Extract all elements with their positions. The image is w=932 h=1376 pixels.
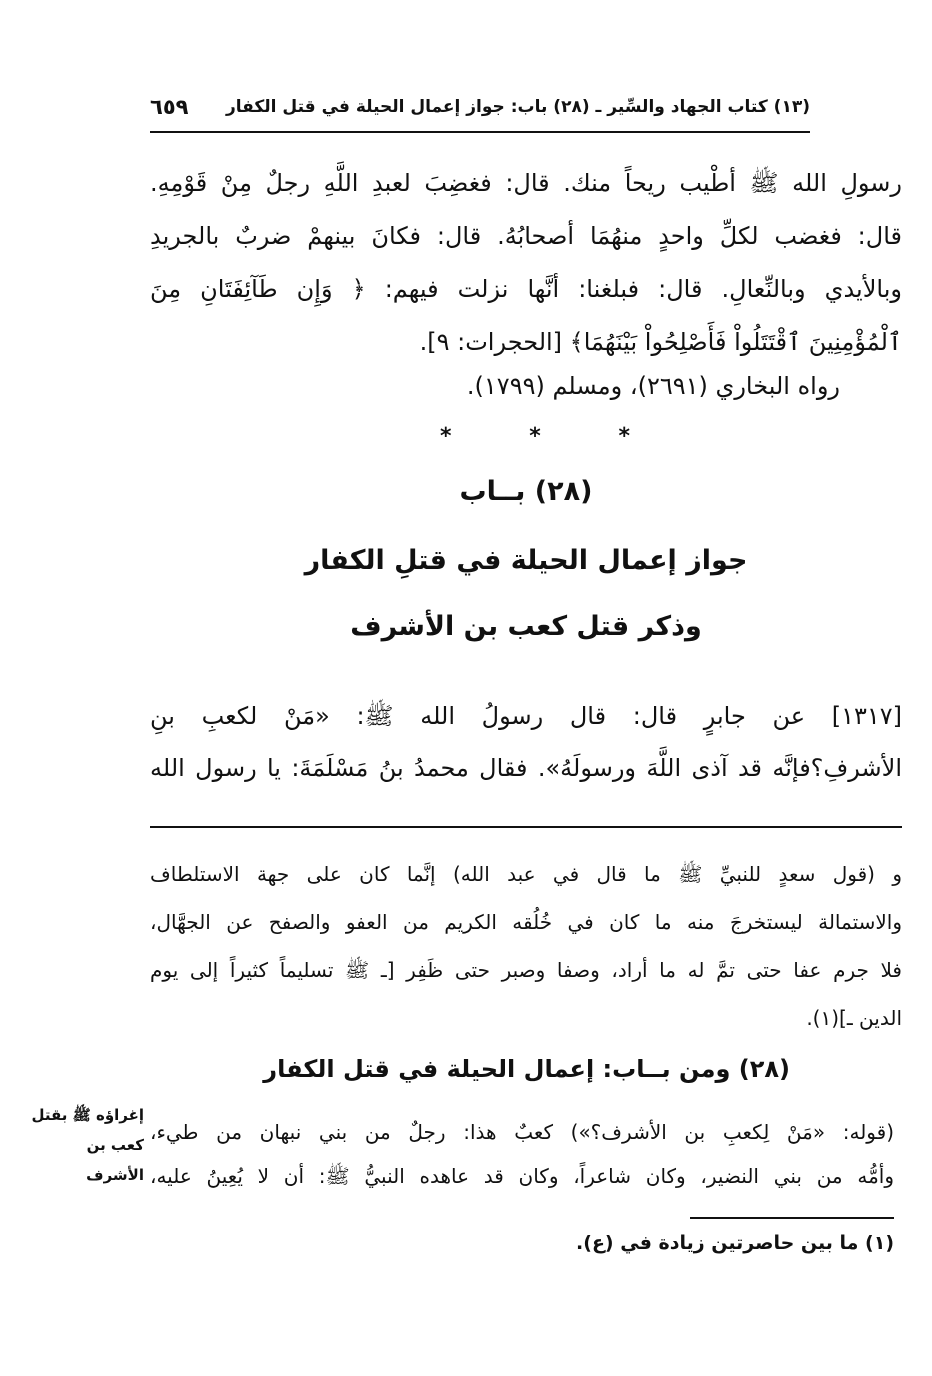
text-line: فلا جرم عفا حتى تمَّ له ما أراد، وصفا وصبر حتى ظَفِر [ـ ﷺ تسليماً كثيراً إلى يوم xyxy=(150,958,902,982)
chapter-number: (٢٨) بــاب xyxy=(459,476,593,507)
main-text xyxy=(150,157,902,369)
text-line: وبالأيدي وبالنِّعالِ. قال: فبلغنا: أنَّها نزلت فيهم: ﴿ وَإِن طَآئِفَتَانِ مِنَ xyxy=(150,275,902,303)
running-header-title: (١٣) كتاب الجهاد والسِّير ـ (٢٨) باب: جواز إعمال الحيلة في قتل الكفار xyxy=(225,97,810,117)
chapter-title: جواز إعمال الحيلة في قتلِ الكفار xyxy=(304,545,748,576)
text-line: (قوله: «مَنْ لِكعبِ بن الأشرف؟») كعبٌ هذا: رجلٌ من بني نبهان من طيء، xyxy=(150,1120,894,1144)
text-line: رسولِ الله ﷺ أطْيب ريحاً منك. قال: فغضِبَ لعبدِ اللَّهِ رجلٌ مِنْ قَوْمِهِ. xyxy=(150,169,902,197)
running-header xyxy=(150,97,810,131)
star-ornament: * xyxy=(618,424,630,449)
text-line: قال: فغضب لكلِّ واحدٍ منهُمَا أصحابُهُ. قال: فكانَ بينهمْ ضربٌ بالجريدِ xyxy=(150,222,902,250)
body-divider xyxy=(150,826,902,828)
header-rule xyxy=(150,131,810,133)
footnote: (١) ما بين حاصرتين زيادة في (ع). xyxy=(576,1232,894,1254)
chapter-subtitle: وذكر قتل كعب بن الأشرف xyxy=(350,611,702,642)
section-heading: (٢٨) ومن بــاب: إعمال الحيلة في قتل الكفار xyxy=(263,1055,790,1083)
page-number: ٦٥٩ xyxy=(150,95,189,119)
text-line: و (قول سعدٍ للنبيِّ ﷺ ما قال في عبد الله) إنَّما كان على جهة الاستلطاف xyxy=(150,862,902,886)
hadith-source: رواه البخاري (٢٦٩١)، ومسلم (١٧٩٩). xyxy=(466,372,840,400)
text-line: [١٣١٧] عن جابرٍ قال: قال رسولُ الله ﷺ: «مَنْ لكعبِ بنِ xyxy=(150,702,902,730)
margin-note-line: الأشرف xyxy=(86,1166,144,1184)
margin-note-line: إغراؤه ﷺ بقتل xyxy=(31,1106,144,1124)
section-separator xyxy=(440,424,630,449)
text-line: وأمُّه من بني النضير، وكان شاعراً، وكان قد عاهده النبيُّ ﷺ: أن لا يُعِينُ عليه، xyxy=(150,1164,894,1188)
star-ornament: * xyxy=(529,424,541,449)
star-ornament: * xyxy=(440,424,452,449)
margin-note-line: كعب بن xyxy=(86,1136,144,1154)
footnote-rule xyxy=(690,1217,894,1219)
text-line: الدين ـ](١). xyxy=(806,1006,902,1030)
text-line: الأشرفِ؟فإنَّه قد آذى اللَّهَ ورسولَهُ». فقال محمدُ بنُ مَسْلَمَةَ: يا رسول الله xyxy=(150,754,902,782)
text-line: ٱلْمُؤْمِنِينَ ٱقْتَتَلُواْ فَأَصْلِحُواْ بَيْنَهُمَا﴾ [الحجرات: ٩]. xyxy=(419,328,902,356)
commentary-text xyxy=(150,850,902,1042)
text-line: والاستمالة ليستخرجَ منه ما كان في خُلُقه الكريم من العفو والصفح عن الجهَّال، xyxy=(150,910,902,934)
sharh-text xyxy=(150,1110,894,1198)
margin-note xyxy=(20,1100,144,1190)
hadith-text xyxy=(150,690,902,794)
